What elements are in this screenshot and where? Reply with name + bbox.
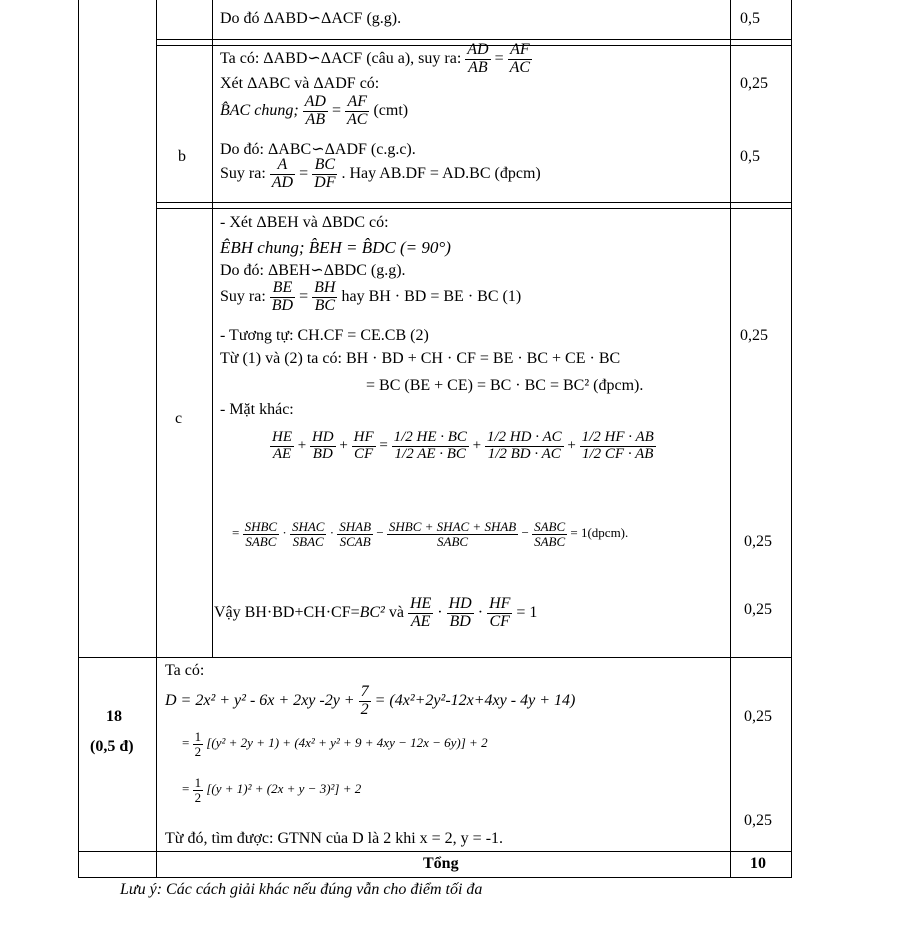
frac-den: CF: [489, 612, 510, 630]
frac-num: BH: [314, 279, 336, 296]
frac-den: BD: [271, 296, 294, 314]
frac-den: 1/2 AE · BC: [394, 445, 466, 462]
equals-sign: =: [182, 735, 190, 751]
frac-den: BC: [314, 296, 336, 314]
row18-line1: Ta có:: [165, 662, 205, 679]
frac-s2: [290, 520, 327, 548]
frac-s3: [337, 520, 373, 548]
equals-sign: =: [299, 287, 309, 305]
row18-l2-post: = (4x²+2y²-12x+4xy - 4y + 14): [374, 691, 576, 709]
rowC-l4-post: hay BH · BD = BE · BC (1): [341, 287, 522, 305]
rowC-conclusion-mid: và: [388, 603, 404, 621]
dot-sign: ·: [329, 525, 335, 541]
row18-line5: Từ đó, tìm được: GTNN của D là 2 khi x = 2, y = -1.: [165, 830, 504, 847]
frac-den: SABC: [437, 533, 469, 549]
row-divider-c: [78, 657, 792, 658]
rowC-line8: - Mặt khác:: [220, 401, 294, 418]
frac-s5: [532, 520, 567, 548]
row18-score2: 0,25: [744, 812, 772, 829]
rowB-l1-frac2: [508, 42, 532, 77]
plus-sign: +: [567, 437, 576, 454]
equals-sign: =: [182, 781, 190, 797]
frac-half-2: [193, 776, 204, 804]
frac-num: SHBC: [244, 519, 278, 534]
frac-hf-cf: [352, 430, 376, 463]
rowC-line6: Từ (1) và (2) ta có: BH · BD + CH · CF = BE · BC + CE · BC: [220, 350, 621, 367]
rowC-conclusion: [214, 596, 537, 631]
frac-den: AB: [468, 58, 488, 76]
minus-sign: −: [376, 525, 384, 541]
frac-num: A: [270, 157, 295, 175]
frac-num: 1/2 HD · AC: [486, 429, 562, 445]
frac-s4: [387, 520, 518, 548]
rowB-l5-frac1: [270, 157, 295, 192]
table-col-divider-3: [730, 0, 731, 877]
frac-den: CF: [354, 445, 374, 462]
rowC-line3: Do đó: ΔBEH∽ΔBDC (g.g).: [220, 262, 406, 279]
equals-sign: =: [379, 437, 388, 454]
frac-num: 1/2 HE · BC: [393, 429, 467, 445]
frac-num: HE: [409, 595, 432, 612]
row-divider-b2: [156, 208, 792, 209]
rowC-area-line: [232, 520, 628, 548]
plus-sign: +: [297, 437, 307, 454]
rowB-line1: [220, 42, 532, 77]
rowC-conclusion-end: = 1: [516, 603, 538, 621]
row-divider-18: [78, 851, 792, 852]
frac-num: AF: [508, 42, 532, 60]
frac-den: 2: [194, 789, 202, 805]
frac-den: AC: [509, 58, 531, 76]
rowB-l1-text: Ta có: ΔABD∽ΔACF (câu a), suy ra:: [220, 49, 462, 67]
frac-num: HD: [311, 429, 334, 445]
equals-sign: =: [331, 101, 342, 119]
frac-num: SHBC + SHAC + SHAB: [388, 519, 517, 534]
row-divider-a: [156, 39, 792, 40]
rowB-l1-frac1: [465, 42, 490, 77]
frac-den: 1/2 BD · AC: [487, 445, 561, 462]
frac-den: 1/2 CF · AB: [582, 445, 654, 462]
frac-area-2: [485, 430, 564, 463]
row18-line4: [182, 776, 361, 804]
dot-sign: ·: [282, 525, 287, 541]
rowC-line1: - Xét ΔBEH và ΔBDC có:: [220, 214, 389, 231]
frac-num: HF: [353, 429, 374, 445]
table-col-divider-1: [156, 0, 157, 877]
total-value: 10: [750, 855, 766, 872]
row18-l3-expr: [(y² + 2y + 1) + (4x² + y² + 9 + 4xy − 12x − 6y)] + 2: [206, 735, 488, 751]
frac-den: BD: [449, 612, 471, 630]
rowB-l3-frac2: [345, 94, 369, 129]
frac-num: AD: [467, 41, 489, 58]
rowB-score1: 0,25: [740, 75, 768, 92]
frac-c1: [408, 596, 433, 631]
equals-sign: =: [494, 49, 504, 67]
rowB-line5: [220, 157, 541, 192]
rowA-text: Do đó ΔABD∽ΔACF (g.g).: [220, 10, 402, 27]
frac-den: AB: [305, 110, 326, 128]
row18-l2-pre: D = 2x² + y² - 6x + 2xy -2y +: [165, 691, 355, 709]
rowA-score: 0,5: [740, 10, 760, 27]
frac-c2: [447, 596, 474, 631]
rowC-score1: 0,25: [740, 327, 768, 344]
frac-num: HF: [489, 595, 511, 612]
frac-area-3: [580, 430, 656, 463]
rowC-conclusion-pre: Vậy BH·BD+CH·CF=: [214, 603, 360, 621]
frac-den: AE: [410, 612, 431, 630]
rowB-l3-post: (cmt): [373, 101, 409, 119]
row18-line3: [182, 730, 488, 758]
frac-area-1: [392, 430, 469, 463]
frac-num: 1: [194, 775, 202, 790]
rowC-line5: - Tương tự: CH.CF = CE.CB (2): [220, 327, 429, 344]
dot-sign: ·: [477, 603, 484, 621]
rowB-l5-frac2: [312, 157, 337, 192]
frac-den: AE: [272, 445, 292, 462]
frac-c3: [487, 596, 512, 631]
rowB-score2: 0,5: [740, 148, 760, 165]
equals-sign: =: [299, 164, 309, 182]
row18-number: 18: [106, 708, 122, 725]
rowC-conclusion-bc: BC²: [359, 603, 385, 621]
table-border-left: [78, 0, 79, 877]
row18-points: (0,5 đ): [90, 738, 134, 755]
total-label: Tổng: [423, 855, 459, 872]
footnote: Lưu ý: Các cách giải khác nếu đúng vẫn cho điểm tối đa: [120, 881, 483, 898]
table-border-bottom: [78, 877, 792, 878]
frac-num: 1: [194, 729, 202, 744]
minus-sign: −: [521, 525, 529, 541]
rowC-line7: = BC (BE + CE) = BC · BC = BC² (đpcm).: [366, 377, 644, 394]
table-border-right: [791, 0, 792, 877]
plus-sign: +: [472, 437, 482, 454]
dot-sign: ·: [437, 603, 443, 621]
rowB-l5-post: . Hay AB.DF = AD.BC (đpcm): [341, 164, 541, 182]
frac-den: SABC: [534, 533, 566, 549]
rowC-l4-frac1: [270, 280, 295, 315]
frac-den: 2: [360, 700, 369, 718]
frac-num: SHAB: [339, 519, 372, 534]
frac-num: SABC: [534, 519, 566, 534]
plus-sign: +: [339, 437, 348, 454]
frac-den: SABC: [245, 533, 277, 549]
rowB-l3-angle: B̂AC chung;: [220, 101, 299, 119]
rowB-line2: Xét ΔABC và ΔADF có:: [220, 75, 380, 92]
rowC-l4-frac2: [312, 280, 337, 315]
frac-den: AD: [271, 173, 294, 191]
frac-num: HD: [448, 595, 472, 612]
rowC-line4: [220, 280, 521, 315]
frac-num: BC: [312, 157, 337, 175]
rowC-bigfrac-line: [270, 430, 656, 463]
frac-num: AD: [304, 93, 326, 110]
frac-num: 1/2 HF · AB: [581, 429, 654, 445]
rowB-line3: [220, 94, 408, 129]
frac-den: DF: [314, 173, 336, 191]
rowB-line4: Do đó: ΔABC∽ΔADF (c.g.c).: [220, 141, 416, 158]
table-col-divider-2: [212, 0, 213, 657]
rowB-l5-pre: Suy ra:: [220, 164, 266, 182]
rowB-l3-frac1: [303, 94, 328, 129]
row18-line2: [165, 684, 575, 719]
frac-num: HE: [272, 429, 292, 445]
rowC-line2: ÊBH chung; B̂EH = B̂DC (= 90°): [220, 238, 451, 257]
frac-s1: [243, 520, 280, 548]
rowC-s-end: = 1(dpcm).: [570, 525, 629, 541]
frac-num: AF: [345, 94, 369, 112]
row18-l4-expr: [(y + 1)² + (2x + y − 3)²] + 2: [206, 781, 362, 797]
equals-sign: =: [232, 525, 240, 541]
rowC-l4-pre: Suy ra:: [220, 287, 266, 305]
frac-den: SCAB: [339, 533, 371, 549]
frac-half-1: [193, 730, 204, 758]
frac-den: AC: [347, 110, 368, 128]
frac-num: SHAC: [291, 519, 325, 534]
rowC-score2: 0,25: [744, 533, 772, 550]
frac-den: BD: [312, 445, 333, 462]
rowB-label: b: [178, 148, 186, 165]
row-divider-b: [156, 202, 792, 203]
rowC-label: c: [175, 410, 183, 427]
rowC-score3: 0,25: [744, 601, 772, 618]
frac-hd-bd: [310, 430, 336, 463]
frac-num: BE: [270, 280, 295, 298]
frac-num: 7: [360, 683, 369, 700]
frac-he-ae: [270, 430, 294, 463]
frac-den: SBAC: [292, 533, 324, 549]
row18-score1: 0,25: [744, 708, 772, 725]
frac-den: 2: [194, 743, 202, 759]
frac-7-2: [359, 684, 371, 719]
